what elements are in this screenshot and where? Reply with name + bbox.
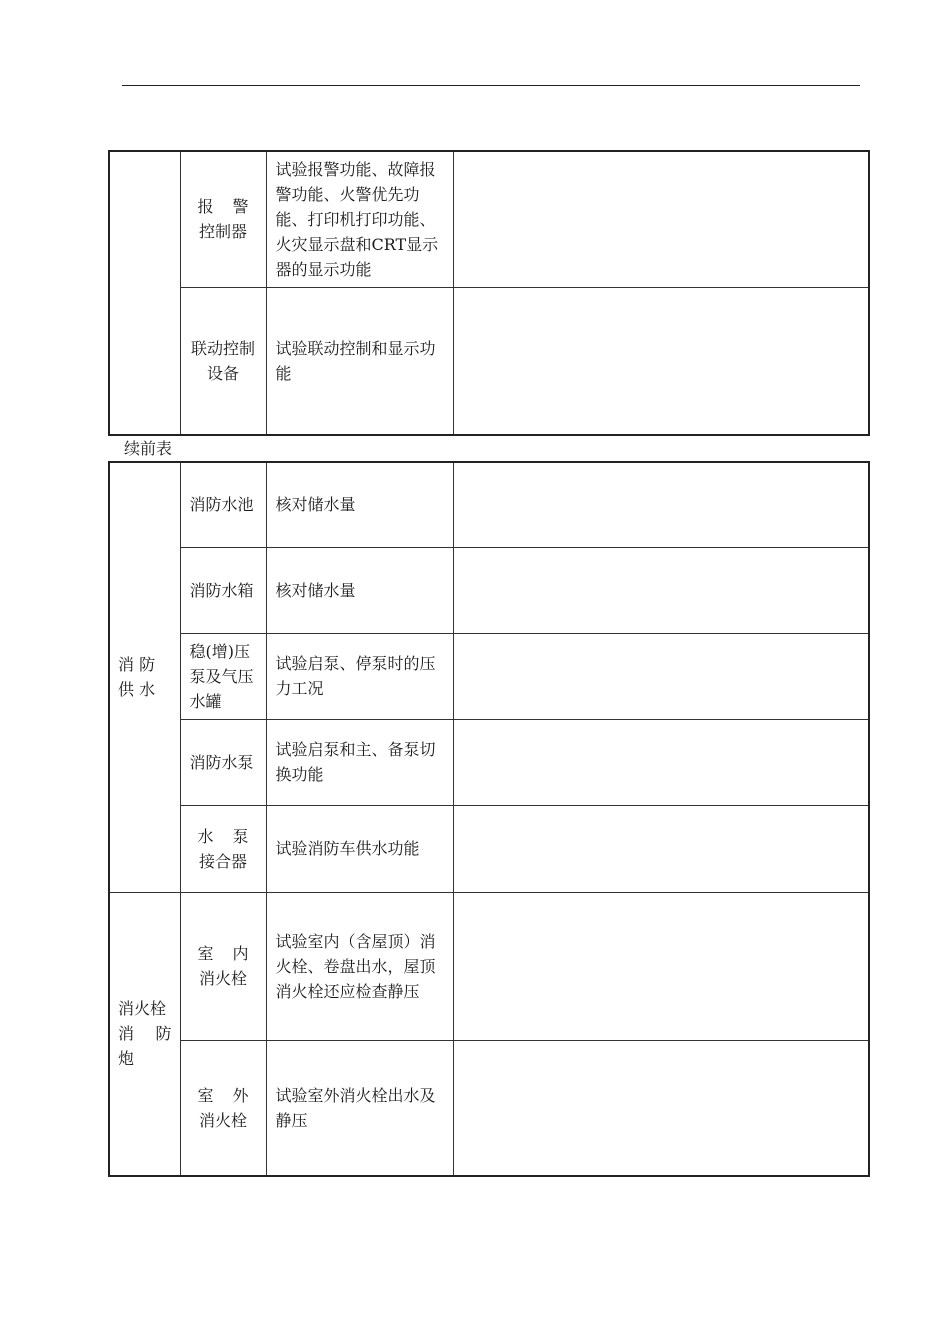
table-row: [109, 892, 869, 1040]
result-cell[interactable]: [453, 719, 869, 805]
continued-table-label: 续前表: [124, 439, 173, 458]
inspection-table-part1: [108, 150, 870, 436]
category-cell-hydrants: 消火栓 消 防 炮: [109, 892, 180, 1176]
inspection-table-part2: [108, 461, 870, 1177]
item-cell: 消防水箱: [180, 547, 266, 633]
description-cell: 试验联动控制和显示功能: [266, 287, 453, 435]
item-cell: 消防水池: [180, 462, 266, 547]
item-cell-linkage-equipment: 联动控制设备: [180, 287, 266, 435]
description-cell: 核对储水量: [266, 547, 453, 633]
result-cell[interactable]: [453, 547, 869, 633]
description-cell: 试验消防车供水功能: [266, 805, 453, 892]
result-cell[interactable]: [453, 151, 869, 287]
table-row: [109, 805, 869, 892]
result-cell[interactable]: [453, 462, 869, 547]
description-cell: 试验启泵、停泵时的压力工况: [266, 633, 453, 719]
result-cell[interactable]: [453, 633, 869, 719]
result-cell[interactable]: [453, 805, 869, 892]
item-cell-alarm-controller: 报 警 控制器: [180, 151, 266, 287]
description-cell: 核对储水量: [266, 462, 453, 547]
item-cell-pump-connector: 水 泵 接合器: [180, 805, 266, 892]
item-cell: 稳(增)压泵及气压水罐: [180, 633, 266, 719]
table-row: [109, 287, 869, 435]
table-row: [109, 462, 869, 547]
table-row: [109, 151, 869, 287]
category-cell-water-supply: 消 防 供 水: [109, 462, 180, 892]
table-row: [109, 633, 869, 719]
description-cell: 试验启泵和主、备泵切换功能: [266, 719, 453, 805]
table-row: [109, 547, 869, 633]
category-cell-empty: [109, 151, 180, 435]
result-cell[interactable]: [453, 1040, 869, 1176]
header-rule: [122, 85, 860, 86]
table-row: [109, 719, 869, 805]
item-cell-outdoor-hydrant: 室 外 消火栓: [180, 1040, 266, 1176]
description-cell: 试验室内（含屋顶）消火栓、卷盘出水，屋顶消火栓还应检查静压: [266, 892, 453, 1040]
description-cell: 试验室外消火栓出水及静压: [266, 1040, 453, 1176]
table-row: [109, 1040, 869, 1176]
result-cell[interactable]: [453, 287, 869, 435]
item-cell-indoor-hydrant: 室 内 消火栓: [180, 892, 266, 1040]
item-cell: 消防水泵: [180, 719, 266, 805]
description-cell: 试验报警功能、故障报警功能、火警优先功能、打印机打印功能、火灾显示盘和CRT显示器的显示功能: [266, 151, 453, 287]
result-cell[interactable]: [453, 892, 869, 1040]
